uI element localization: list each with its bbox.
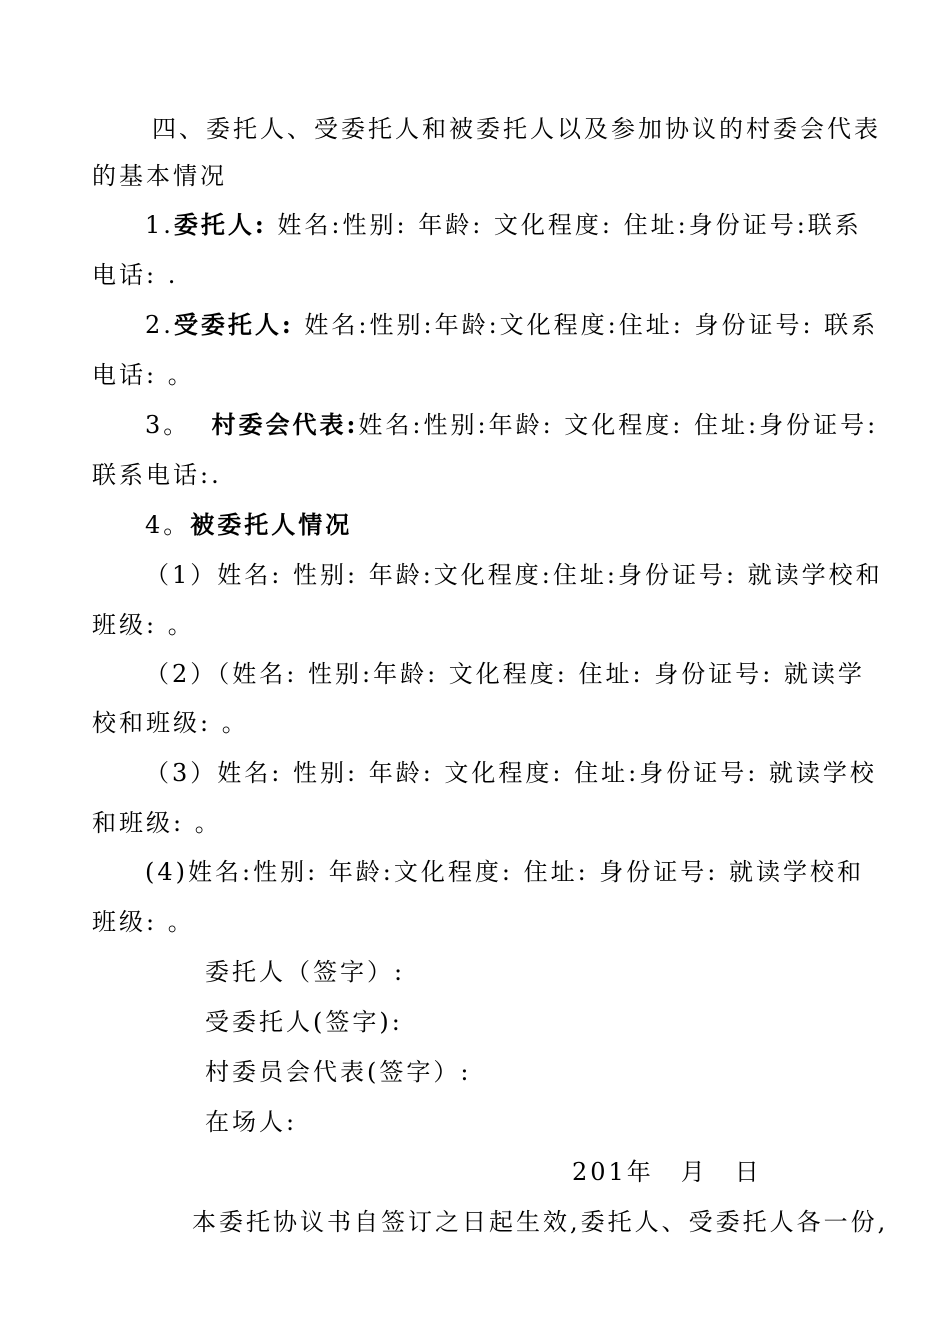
item1-text: 姓名:性别: 年龄: 文化程度: 住址:身份证号:联系 xyxy=(277,211,862,239)
item2-line xyxy=(145,308,878,342)
item4-heading xyxy=(145,508,352,542)
item4-sub1: （1）姓名: 性别: 年龄:文化程度:住址:身份证号: 就读学校和 xyxy=(145,561,883,589)
item4-label: 被委托人情况 xyxy=(190,510,353,539)
item3-line xyxy=(145,408,878,442)
section-heading-line1: 四、委托人、受委托人和被委托人以及参加协议的村委会代表 xyxy=(152,115,881,143)
item3-text: 姓名:性别:年龄: 文化程度: 住址:身份证号: xyxy=(358,411,879,439)
item4-sub2: （2）（姓名: 性别:年龄: 文化程度: 住址: 身份证号: 就读学 xyxy=(145,660,865,688)
signing-date: 201年 月 日 xyxy=(572,1158,762,1186)
signature-witness: 在场人: xyxy=(205,1108,298,1136)
signature-agent: 受委托人(签字): xyxy=(205,1008,403,1036)
item1-label: 委托人: xyxy=(173,210,267,239)
section-heading-line2: 的基本情况 xyxy=(92,162,227,190)
item4-sub3-cont: 和班级: 。 xyxy=(92,809,222,837)
item4-number: 4。 xyxy=(145,511,191,539)
signature-village-rep: 村委员会代表(签字）: xyxy=(205,1058,472,1086)
item4-sub4: (4)姓名:性别: 年龄:文化程度: 住址: 身份证号: 就读学校和 xyxy=(145,858,865,886)
item2-text: 姓名:性别:年龄:文化程度:住址: 身份证号: 联系 xyxy=(304,311,879,339)
item1-cont: 电话: . xyxy=(92,261,179,289)
item4-sub2-cont: 校和班级: 。 xyxy=(92,709,249,737)
item3-label: 村委会代表: xyxy=(211,410,359,439)
signature-principal: 委托人（签字）: xyxy=(205,958,406,986)
item4-sub1-cont: 班级: 。 xyxy=(92,611,195,639)
item2-cont: 电话: 。 xyxy=(92,361,195,389)
item2-label: 受委托人: xyxy=(173,310,294,339)
item3-cont: 联系电话:. xyxy=(92,461,222,489)
item4-sub4-cont: 班级: 。 xyxy=(92,908,195,936)
item2-number: 2. xyxy=(145,311,174,339)
item4-sub3: （3）姓名: 性别: 年龄: 文化程度: 住址:身份证号: 就读学校 xyxy=(145,759,877,787)
item1-number: 1. xyxy=(145,211,174,239)
closing-text: 本委托协议书自签订之日起生效,委托人、受委托人各一份, xyxy=(192,1208,889,1236)
item1-line xyxy=(145,208,862,242)
item3-number: 3。 xyxy=(145,411,191,439)
